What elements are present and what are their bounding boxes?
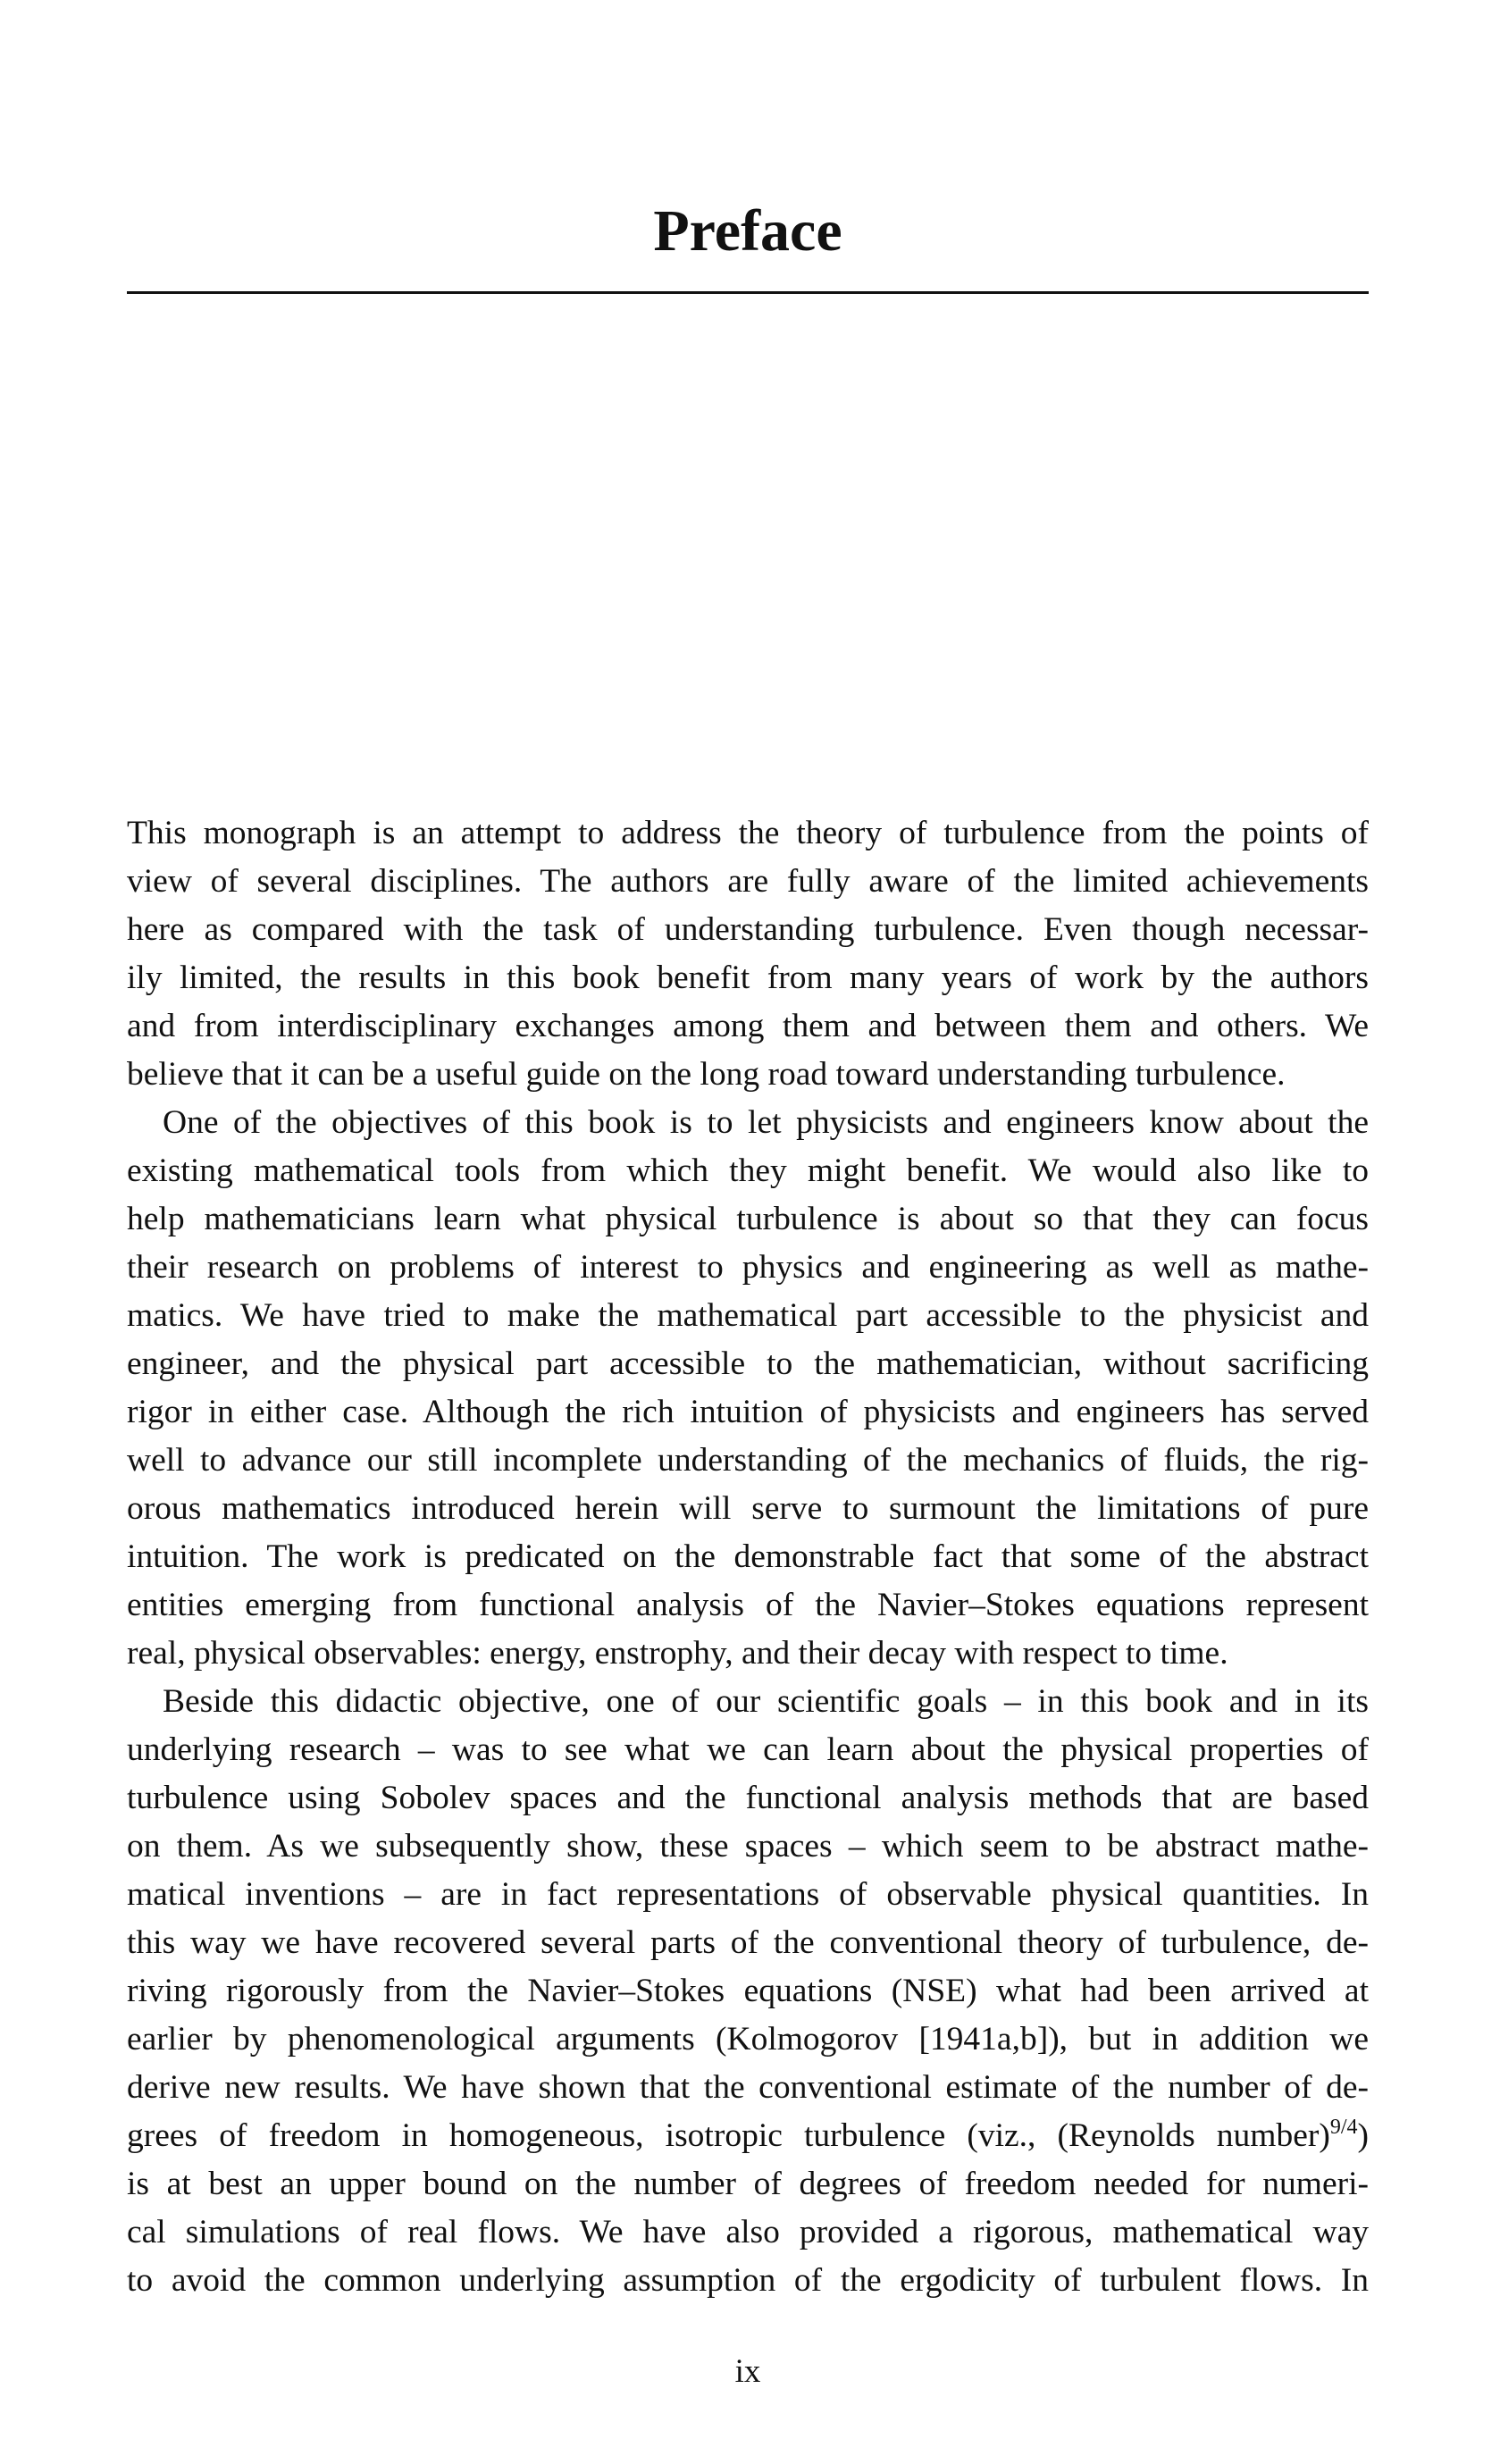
text-line: intuition. The work is predicated on the demonstrable fact that some of the abstract [127,1538,1369,1575]
text-line: matics. We have tried to make the mathematical part accessible to the physicist and [127,1297,1369,1334]
text-line: engineer, and the physical part accessible to the mathematician, without sacrificing [127,1345,1369,1382]
text-line: riving rigorously from the Navier–Stokes equations (NSE) what had been arrived at [127,1973,1369,2009]
text-line: well to advance our still incomplete understanding of the mechanics of fluids, the rig- [127,1442,1369,1479]
text-line: ily limited, the results in this book benefit from many years of work by the authors [127,960,1369,996]
text-line: Beside this didactic objective, one of our scientific goals – in this book and in its [163,1683,1369,1720]
text-line: view of several disciplines. The authors are fully aware of the limited achievements [127,863,1369,900]
page-title: Preface [653,198,842,264]
reynolds-line-close: ) [1357,2117,1369,2154]
body-text [127,809,1369,2305]
text-line: underlying research – was to see what we can learn about the physical properties of [127,1731,1369,1768]
page-number: ix [734,2353,761,2390]
reynolds-exponent: 9/4 [1329,2116,1358,2139]
paragraph-3 [127,1678,1369,2305]
text-line: believe that it can be a useful guide on the long road toward understanding turbulence. [127,1056,1286,1093]
text-line: this way we have recovered several parts of the conventional theory of turbulence, de- [127,1924,1369,1961]
text-line: This monograph is an attempt to address the theory of turbulence from the points of [127,815,1369,851]
reynolds-line-text: grees of freedom in homogeneous, isotropic turbulence (viz., (Reynolds number) [127,2117,1330,2154]
text-line: here as compared with the task of understanding turbulence. Even though necessar- [127,911,1369,948]
text-line: turbulence using Sobolev spaces and the functional analysis methods that are based [127,1780,1369,1816]
reynolds-number-line [127,2112,1369,2160]
text-line: existing mathematical tools from which they might benefit. We would also like to [127,1152,1369,1189]
text-line: entities emerging from functional analysis of the Navier–Stokes equations represent [127,1587,1369,1623]
text-line: their research on problems of interest to physics and engineering as well as mathe- [127,1249,1369,1286]
title-rule [127,291,1369,294]
text-line: is at best an upper bound on the number of degrees of freedom needed for numeri- [127,2166,1369,2202]
text-line: cal simulations of real flows. We have also provided a rigorous, mathematical way [127,2214,1369,2250]
text-line: matical inventions – are in fact representations of observable physical quantities. In [127,1876,1369,1913]
paragraph-2 [127,1099,1369,1678]
text-line: real, physical observables: energy, enstrophy, and their decay with respect to time. [127,1635,1228,1672]
text-line: earlier by phenomenological arguments (Kolmogorov [1941a,b]), but in addition we [127,2021,1369,2058]
text-line: One of the objectives of this book is to let physicists and engineers know about the [163,1104,1369,1141]
text-line: help mathematicians learn what physical turbulence is about so that they can focus [127,1201,1369,1237]
text-line: to avoid the common underlying assumption of the ergodicity of turbulent flows. In [127,2262,1369,2299]
text-line: orous mathematics introduced herein will serve to surmount the limitations of pure [127,1490,1369,1527]
paragraph-1 [127,809,1369,1099]
text-line: and from interdisciplinary exchanges among them and between them and others. We [127,1008,1369,1044]
text-line: on them. As we subsequently show, these spaces – which seem to be abstract mathe- [127,1828,1369,1865]
text-line: rigor in either case. Although the rich intuition of physicists and engineers has served [127,1394,1369,1430]
text-line: derive new results. We have shown that the conventional estimate of the number of de- [127,2069,1369,2106]
